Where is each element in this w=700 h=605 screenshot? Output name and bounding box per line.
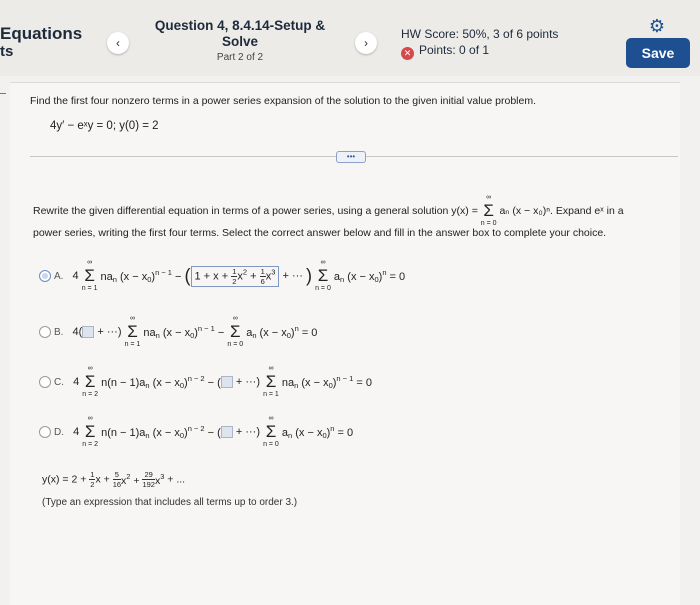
blank-box xyxy=(221,426,233,438)
chevron-right-icon: › xyxy=(364,36,368,50)
coef-2: $\frac{5}{16}$ xyxy=(112,470,122,489)
radio-c[interactable] xyxy=(39,376,51,388)
sum-upper: ∞ xyxy=(486,194,492,201)
problem-equation: 4y′ − eˣy = 0; y(0) = 2 xyxy=(50,120,159,132)
homework-title: Equations xyxy=(0,24,83,43)
instruction-line-2: power series, writing the first four terms. Select the correct answer below and fill in the answer box to complete your choice. xyxy=(33,227,607,239)
radio-d[interactable] xyxy=(39,426,51,438)
choice-letter: D. xyxy=(54,426,64,438)
choice-letter: A. xyxy=(54,270,64,282)
gear-icon[interactable]: ⚙ xyxy=(648,16,666,36)
radio-b[interactable] xyxy=(39,326,51,338)
hw-score: HW Score: 50%, 3 of 6 points xyxy=(401,27,559,41)
points-text: Points: 0 of 1 xyxy=(419,43,490,57)
instruction-line-1 xyxy=(33,193,624,229)
blank-box xyxy=(221,376,233,388)
save-button[interactable]: Save xyxy=(626,38,690,68)
coef-3: $\frac{29}{192}$ xyxy=(142,470,155,489)
choice-a[interactable]: A. 4 ∞ Σ n = 1 $na_n$ $(x - x_0)^{n - 1}$ − ( 1 + x + $\frac{1}{2}$ $x^2$ + $\frac{1}{6}$ $x^3$ + ··· ) ∞ Σ n = 0 $a_n$ $(x - x_0)^n = 0$ xyxy=(39,258,405,294)
answer-expression[interactable]: y(x) = 2 + $\frac{1}{2}$ x + $\frac{5}{16}$ $x^2$ + $\frac{29}{192}$ $x^3$ + ... xyxy=(42,470,186,489)
choice-letter: C. xyxy=(54,376,64,388)
question-title: Question 4, 8.4.14-Setup & Solve xyxy=(154,18,326,49)
left-tick xyxy=(0,93,6,94)
x-circle-icon: ✕ xyxy=(401,47,414,60)
chevron-left-icon: ‹ xyxy=(116,36,120,50)
sum-symbol: ∞ Σ n = 0 xyxy=(480,194,497,227)
answer-suffix: + ... xyxy=(167,473,186,486)
homework-title-continued: ts xyxy=(0,43,14,60)
question-part: Part 2 of 2 xyxy=(216,52,264,63)
points-status xyxy=(401,43,489,60)
answer-hint: (Type an expression that includes all terms up to order 3.) xyxy=(42,497,298,508)
answer-prefix: y(x) = 2 + xyxy=(42,473,87,486)
next-question-button[interactable] xyxy=(355,32,377,54)
choice-b[interactable]: B. 4( + ···) ∞ Σ n = 1 $na_n$ $(x - x_0)^{n - 1}$ − ∞ Σ n = 0 $a_n$ $(x - x_0)^n = 0$ xyxy=(39,314,317,350)
problem-statement: Find the first four nonzero terms in a power series expansion of the solution to the given initial value problem. xyxy=(30,95,537,107)
radio-a[interactable] xyxy=(39,270,51,282)
expand-dots-button[interactable]: ••• xyxy=(336,151,366,163)
top-header xyxy=(0,0,700,76)
blank-box xyxy=(82,326,94,338)
choice-d[interactable]: D. 4 ∞ Σ n = 2 $n(n - 1)a_n$ $(x - x_0)^{n - 2}$ − ( + ···) ∞ Σ n = 0 $a_n$ $(x - x_0)^n = 0$ xyxy=(39,414,353,450)
coef-1: $\frac{1}{2}$ xyxy=(90,470,95,489)
sum-lower: n = 0 xyxy=(480,220,497,227)
previous-question-button[interactable] xyxy=(107,32,129,54)
choice-c[interactable]: C. 4 ∞ Σ n = 2 $n(n - 1)a_n$ $(x - x_0)^{n - 2}$ − ( + ···) ∞ Σ n = 1 $na_n$ $(x - x_0)^{n - 1} = 0$ xyxy=(39,364,372,400)
choice-letter: B. xyxy=(54,326,64,338)
series-text: aₙ (x − x₀)ⁿ. Expand eˣ in a xyxy=(499,205,624,217)
instruction-text: Rewrite the given differential equation in terms of a power series, using a general solution y(x) = xyxy=(33,205,478,217)
